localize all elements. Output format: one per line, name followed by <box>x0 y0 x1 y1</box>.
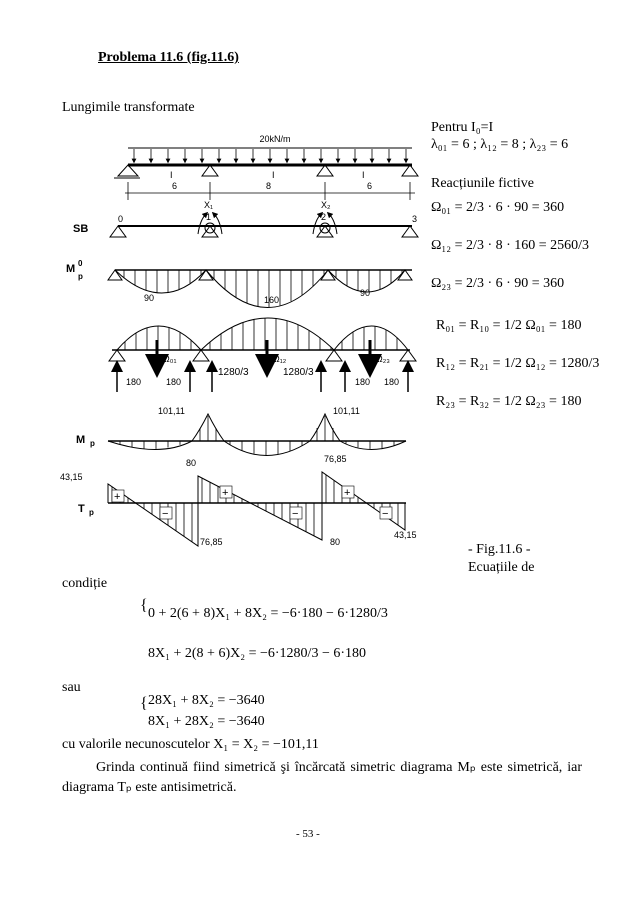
svg-text:p: p <box>89 508 94 517</box>
mp-diagram <box>76 406 406 456</box>
tp-sign-1: + <box>114 491 121 503</box>
svg-text:0: 0 <box>78 259 83 268</box>
conjugate-beam <box>109 318 416 392</box>
tp-value-4: 76,85 <box>324 454 347 464</box>
mp-label: M <box>76 434 86 446</box>
fixed-support <box>118 165 138 176</box>
moment-x2-left <box>313 214 321 234</box>
pin-support-1 <box>202 165 218 176</box>
tp-value-2: 80 <box>186 458 197 468</box>
reaction-2: 180 <box>166 377 182 387</box>
tp-value-1: 43,15 <box>60 472 83 482</box>
moment-x1-left <box>198 214 206 234</box>
lambda-values: λ₀₁ = 6 ; λ₁₂ = 8 ; λ₂₃ = 6 <box>431 137 569 152</box>
tp-diagram <box>60 454 417 547</box>
caption-continuation: Ecuațiile de <box>468 560 535 575</box>
mp-value-1: 101,11 <box>158 406 185 416</box>
conclusion-paragraph: Grinda continuă fiind simetrică şi încărcată simetric diagrama Mₚ este simetrică, iar diagrama Tₚ este antisimetrică. <box>62 760 582 795</box>
span-label-2: 8 <box>266 181 272 191</box>
mp-value-2: 101,11 <box>333 406 360 416</box>
system1-brace: { <box>140 597 148 614</box>
load-arrows <box>134 149 406 161</box>
sb-label: SB <box>73 223 89 235</box>
omega12-label: Ω₁₂ <box>273 354 287 364</box>
pin-support-2 <box>317 165 333 176</box>
reaction-6: 180 <box>384 377 400 387</box>
node-label-2: 2 <box>321 212 327 222</box>
r12-formula: R₁₂ = R₂₁ = 1/2 Ω₁₂ = 1280/3 <box>436 356 600 371</box>
tp-sign-5: + <box>344 487 351 499</box>
page-number: - 53 - <box>296 828 320 840</box>
tp-value-5: 80 <box>330 537 341 547</box>
basic-system <box>73 200 418 237</box>
problem-title: Problema 11.6 (fig.11.6) <box>98 50 239 65</box>
mp0-label: M <box>66 263 76 275</box>
system2-eq1: 28X₁ + 8X₂ = −3640 <box>148 693 265 708</box>
r23-formula: R₂₃ = R₃₂ = 1/2 Ω₂₃ = 180 <box>436 394 582 409</box>
span-label-1: 6 <box>172 181 178 191</box>
tp-value-3: 76,85 <box>200 537 223 547</box>
omega23-formula: Ω₂₃ = 2/3 · 6 · 90 = 360 <box>431 276 565 291</box>
reaction-5: 180 <box>355 377 371 387</box>
inertia-heading: Pentru I₀=I <box>431 120 494 135</box>
reaction-3: 1280/3 <box>218 367 249 378</box>
omega23-label: Ω₂₃ <box>376 354 390 364</box>
inertia-label-3: I <box>362 170 365 180</box>
node-label-3: 3 <box>412 214 418 224</box>
r01-formula: R₀₁ = R₁₀ = 1/2 Ω₀₁ = 180 <box>436 318 582 333</box>
tp-sign-4: − <box>292 508 299 520</box>
omega01-label: Ω₀₁ <box>163 354 177 364</box>
reaction-1: 180 <box>126 377 142 387</box>
condition-word: condiție <box>62 576 108 591</box>
span-label-3: 6 <box>367 181 373 191</box>
mp0-value-3: 90 <box>360 288 371 298</box>
system2-brace: { <box>140 695 148 712</box>
mp0-diagram <box>66 259 412 308</box>
reaction-4: 1280/3 <box>283 367 314 378</box>
tp-value-6: 43,15 <box>394 530 417 540</box>
x1-label: X₁ <box>204 200 214 210</box>
result-line: cu valorile necunoscutelor X₁ = X₂ = −101,11 <box>62 737 319 752</box>
mp0-value-1: 90 <box>144 293 155 303</box>
tp-sign-3: + <box>222 487 229 499</box>
load-label: 20kN/m <box>259 134 291 144</box>
mp0-value-2: 160 <box>264 295 280 305</box>
system1-eq1: 0 + 2(6 + 8)X₁ + 8X₂ = −6·180 − 6·1280/3 <box>148 606 388 621</box>
moment-x2-right <box>329 214 337 234</box>
figure-caption: - Fig.11.6 - <box>468 542 531 557</box>
tp-label: T <box>78 503 85 515</box>
loaded-beam <box>114 134 418 200</box>
pin-support-3 <box>402 165 418 176</box>
omega12-formula: Ω₁₂ = 2/3 · 8 · 160 = 2560/3 <box>431 238 590 253</box>
x2-label: X₂ <box>321 200 331 210</box>
reactions-heading: Reacțiunile fictive <box>431 176 535 191</box>
inertia-label-2: I <box>272 170 275 180</box>
tp-sign-2: − <box>162 508 169 520</box>
system1-eq2: 8X₁ + 2(8 + 6)X₂ = −6·1280/3 − 6·180 <box>148 646 366 661</box>
omega01-formula: Ω₀₁ = 2/3 · 6 · 90 = 360 <box>431 200 565 215</box>
svg-text:p: p <box>90 439 95 448</box>
node-label-1: 1 <box>206 212 212 222</box>
node-label-0: 0 <box>118 214 124 224</box>
system2-eq2: 8X₁ + 28X₂ = −3640 <box>148 714 265 729</box>
inertia-label-1: I <box>170 170 173 180</box>
sau-word: sau <box>62 680 81 695</box>
moment-x1-right <box>214 214 222 234</box>
svg-text:p: p <box>78 272 83 281</box>
section-subtitle: Lungimile transformate <box>62 100 195 115</box>
tp-sign-6: − <box>382 508 389 520</box>
